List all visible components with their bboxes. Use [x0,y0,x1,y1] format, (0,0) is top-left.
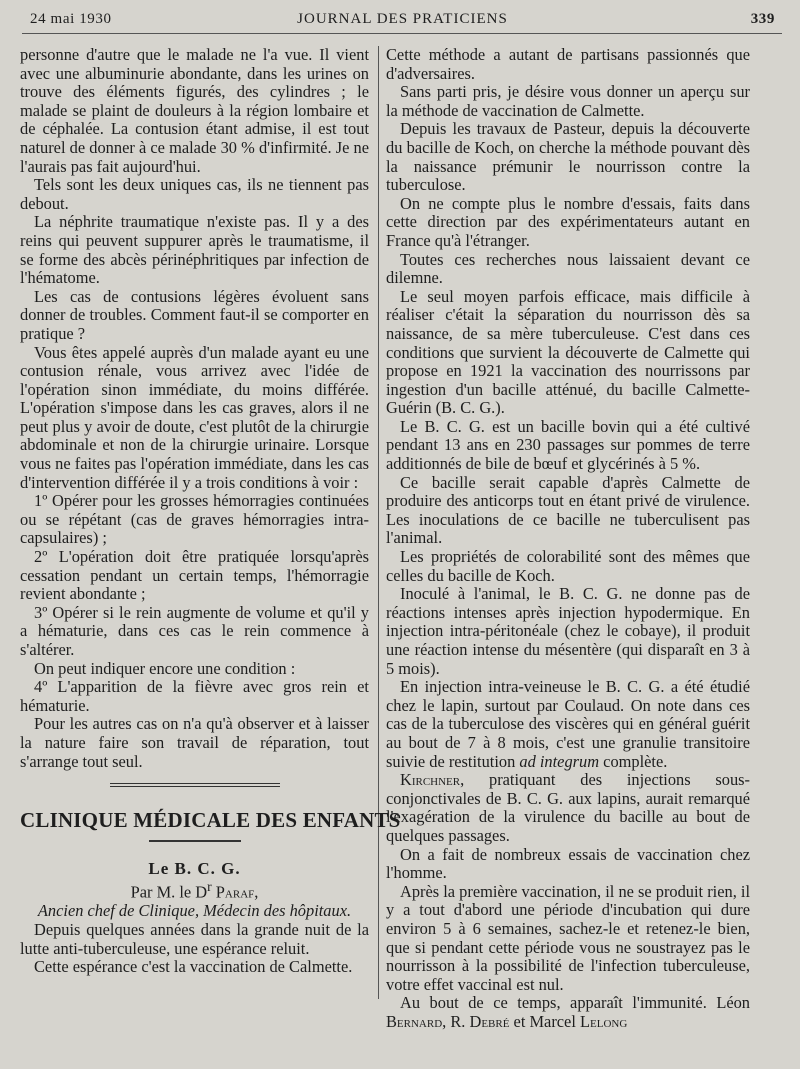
header-rule [22,33,782,34]
author-name: Paraf, [215,882,259,902]
paragraph: La néphrite traumatique n'existe pas. Il y a des reins qui peuvent suppurer après le traumatisme, il se forme des abcès périnéphritiques par infection de l'hématome. [20,212,369,288]
section-separator [110,783,280,784]
cited-author: Lelong [580,1011,628,1031]
paragraph: Toutes ces recherches nous laissaient devant ce dilemne. [386,249,750,288]
byline [20,878,369,902]
paragraph: Cette espérance c'est la vaccination de Calmette. [34,957,353,977]
paragraph: On peut indiquer encore une condition : [34,658,296,678]
paragraph: Le B. C. G. est un bacille bovin qui a été cultivé pendant 13 ans en 230 passages sur pommes de terre additionnés de bile de bœuf et glycérinés à 5 %. [386,416,750,474]
paragraph: Après la première vaccination, il ne se produit rien, il y a tout d'abord une période d'incubation qui dure environ 5 à 6 semaines, sachez-le et retenez-le bien, que si pendant cette période vous ne soustrayez pas le nourrisson à la possibilité de l'infection tuberculeuse, votre effet vaccinal est nul. [386,881,750,994]
journal-name: JOURNAL DES PRATICIENS [297,11,508,27]
paragraph: 4º L'apparition de la fièvre avec gros rein et hématurie. [20,677,369,715]
italic-term: ad integrum [519,751,600,771]
paragraph: Les cas de contusions légères évoluent sans donner de troubles. Comment faut-il se comporter en pratique ? [20,286,369,343]
text-run: et Marcel [509,1011,580,1031]
paragraph [386,994,750,1031]
text-run: En injection intra-veineuse le B. C. G. a été étudié chez le lapin, surtout par Coulaud. On note dans ces cas de la tuberculose des viscères qui en général guérit au bout de 7 à 8 mois, c'est une granulie transitoire suivie de restitution [386,677,750,771]
author-affiliation: Ancien chef de Clinique, Médecin des hôpitaux. [37,901,352,921]
byline-sup: r [207,879,212,895]
byline-prefix: Par M. le D [130,882,208,902]
paragraph: Sans parti pris, je désire vous donner un aperçu sur la méthode de vaccination de Calmette. [386,82,750,120]
page-number: 339 [750,11,775,27]
article-title: Le B. C. G. [148,858,241,878]
text-run: , pratiquant des injections sous-conjonctivales de B. C. G. aux lapins, aurait remarqué l'exagération de la virulence du bacille au bout de quelques passages. [386,770,750,845]
paragraph: Ce bacille serait capable d'après Calmette de produire des anticorps tout en étant privé de virulence. Les inoculations de ce bacille ne tuberculisent pas l'animal. [386,472,750,548]
cited-author: Bernard [386,1011,443,1031]
paragraph: On a fait de nombreux essais de vaccination chez l'homme. [386,844,750,883]
paragraph: personne d'autre que le malade ne l'a vue. Il vient avec une albuminurie abondante, dans les urines on trouve des éléments figurés, des cylindres ; le malade se plaint de douleurs à la région lombaire et de céphalée. La contusion étant admise, il est tout naturel de donner à ce malade 30 % d'infirmité. Je ne l'aurais pas fait aujourd'hui. [20,45,369,176]
paragraph: Cette méthode a autant de partisans passionnés que d'adversaires. [386,45,750,83]
section-separator [110,786,280,787]
paragraph: Vous êtes appelé auprès d'un malade ayant eu une contusion rénale, vous arrivez avec l'idée de l'opération sinon immédiate, du moins différée. L'opération s'impose dans les cas graves, alors il ne peut plus y avoir de doute, c'est plutôt de la chirurgie abdominale et non de la chirurgie urinaire. Lorsque vous ne faites pas l'opération immédiate, dans les cas d'intervention différée il y a trois conditions à voir : [20,342,369,492]
paragraph: 3º Opérer si le rein augmente de volume et qu'il y a hématurie, dans ces cas le rein commence à s'altérer. [20,602,369,659]
running-header [30,11,775,33]
paragraph: Inoculé à l'animal, le B. C. G. ne donne pas de réactions intenses après injection hypodermique. En injection intra-péritonéale (chez le cobaye), il produit une réaction intense du mésentère (qui disparaît en 3 à 5 mois). [386,584,750,678]
text-run: , R. [442,1011,470,1031]
cited-author: Kirchner [400,770,461,790]
paragraph: 2º L'opération doit être pratiquée lorsqu'après cessation pendant un certain temps, l'hémorragie revient abondante ; [20,547,369,604]
cited-author: Debré [469,1011,510,1031]
paragraph: Tels sont les deux uniques cas, ils ne tiennent pas debout. [20,175,369,213]
paragraph: On ne compte plus le nombre d'essais, faits dans cette direction par des expérimentateurs autant en France qu'à l'étranger. [386,193,750,250]
text-run: Au bout de ce temps, apparaît l'immunité. Léon [400,993,750,1013]
paragraph: Depuis quelques années dans la grande nuit de la lutte anti-tuberculeuse, une espérance reluit. [20,920,369,958]
title-rule [149,840,241,842]
right-column [386,46,750,1031]
paragraph: Le seul moyen parfois efficace, mais difficile à réaliser c'était la séparation du nourrisson dès sa naissance, de sa mère tuberculeuse. C'est dans ces conditions que survient la découverte de Calmette qui propose en 1921 la vaccination des nourrissons par ingestion d'un bacille atténué, du bacille Calmette-Guérin (B. C. G.). [386,286,750,418]
paragraph: Les propriétés de colorabilité sont des mêmes que celles du bacille de Koch. [386,547,750,585]
paragraph [386,678,750,771]
section-title: CLINIQUE MÉDICALE DES ENFANTS [20,808,401,833]
paragraph: 1º Opérer pour les grosses hémorragies continuées ou se répétant (cas de graves hémorragies intra-capsulaires) ; [20,491,369,548]
issue-date: 24 mai 1930 [30,11,112,27]
paragraph [386,771,750,845]
left-column [20,45,401,977]
paragraph: Pour les autres cas on n'a qu'à observer et à laisser la nature faire son travail de réparation, tout s'arrange tout seul. [20,714,369,771]
paragraph: Depuis les travaux de Pasteur, depuis la découverte du bacille de Koch, on cherche la méthode pouvant dès la naissance prémunir le nourrisson contre la tuberculose. [386,119,750,195]
text-run: complète. [599,751,668,771]
column-divider [378,46,379,999]
